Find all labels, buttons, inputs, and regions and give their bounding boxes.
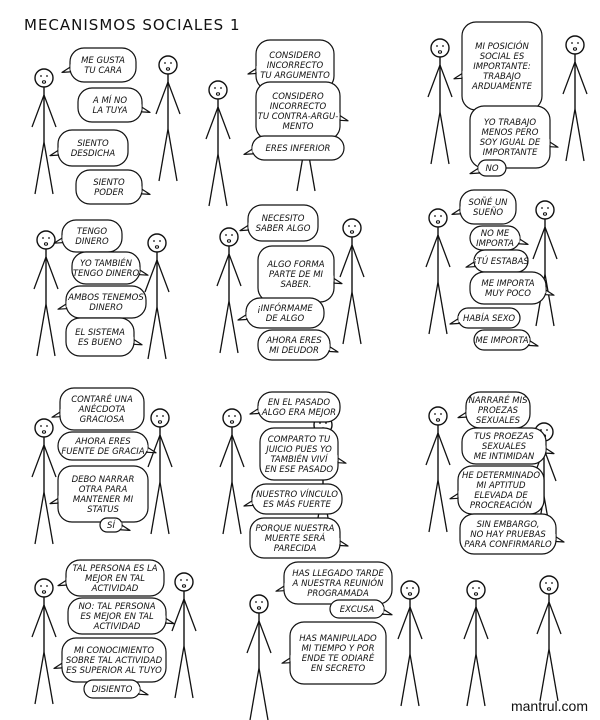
speech-bubble bbox=[240, 205, 318, 241]
bubble-text-line: HABÍA SEXO bbox=[462, 314, 516, 324]
speech-bubble bbox=[474, 330, 538, 350]
speech-bubble bbox=[276, 562, 392, 604]
bubble-text-line: AMBOS TENEMOS bbox=[68, 293, 144, 303]
bubble-text-line: IMPORTANTE bbox=[482, 148, 538, 158]
bubble-text-line: A MÍ NO bbox=[92, 96, 128, 106]
bubble-text-line: SOY IGUAL DE bbox=[479, 138, 541, 148]
speech-bubble bbox=[250, 518, 348, 558]
speech-bubble bbox=[52, 388, 144, 430]
bubble-text-line: NO HAY PRUEBAS bbox=[470, 530, 546, 540]
bubble-text-line: MENOS PERO bbox=[481, 128, 539, 138]
speech-bubble bbox=[458, 392, 530, 428]
stick-figure bbox=[217, 228, 241, 353]
bubble-text-line: PODER bbox=[94, 188, 124, 198]
bubble-text-line: SÍ bbox=[107, 521, 115, 531]
bubble-text-line: PARA CONFIRMARLO bbox=[464, 540, 552, 550]
stick-figure bbox=[34, 231, 58, 356]
bubble-text-line: ME INTIMIDAN bbox=[473, 452, 535, 462]
bubble-text-line: MI TIEMPO Y POR bbox=[301, 644, 375, 654]
bubble-text-line: PROGRAMADA bbox=[307, 589, 369, 599]
stick-figure bbox=[32, 579, 56, 704]
bubble-text-line: EN SECRETO bbox=[310, 664, 366, 674]
bubble-text-line: NO bbox=[485, 164, 499, 174]
bubble-text-line: PARECIDA bbox=[273, 544, 317, 554]
bubble-text-line: DISIENTO bbox=[91, 685, 133, 695]
bubble-text-line: TU CONTRA-ARGU- bbox=[257, 112, 339, 122]
site-credit: mantrul.com bbox=[510, 698, 588, 714]
speech-bubble bbox=[450, 466, 544, 514]
bubble-text-line: CONSIDERO bbox=[272, 92, 324, 102]
stick-figure bbox=[464, 581, 488, 706]
bubble-text-line: YO TRABAJO bbox=[483, 118, 537, 128]
stick-figure bbox=[398, 581, 422, 706]
bubble-text-line: ES MÁS FUERTE bbox=[263, 500, 331, 510]
bubble-text-line: NUESTRO VÍNCULO bbox=[256, 490, 338, 500]
bubble-text-line: MI APTITUD bbox=[476, 481, 526, 491]
bubble-text-line: TU CARA bbox=[84, 66, 122, 76]
bubble-text-line: HAS MANIPULADO bbox=[299, 634, 377, 644]
bubble-text-line: DEBO NARRAR bbox=[71, 475, 135, 485]
speech-bubble bbox=[50, 130, 128, 166]
speech-bubble bbox=[282, 622, 386, 684]
bubble-text-line: SUEÑO bbox=[472, 208, 504, 218]
bubble-text-line: ERES INFERIOR bbox=[265, 144, 331, 154]
bubble-text-line: ES SUPERIOR AL TUYO bbox=[66, 666, 162, 676]
speech-bubble bbox=[50, 466, 148, 522]
bubble-text-line: TAL PERSONA ES LA bbox=[72, 564, 158, 574]
bubble-text-line: STATUS bbox=[87, 505, 119, 515]
bubble-text-line: YO TAMBIÉN bbox=[79, 259, 133, 269]
bubble-text-line: EN EL PASADO bbox=[267, 398, 331, 408]
speech-bubble bbox=[54, 220, 122, 252]
bubble-text-line: MI POSICIÓN bbox=[475, 42, 529, 52]
bubble-text-line: MI DEUDOR bbox=[269, 346, 319, 356]
bubble-text-line: NARRARÉ MIS bbox=[468, 396, 528, 406]
bubble-text-line: NECESITO bbox=[261, 214, 305, 224]
bubble-text-line: ME IMPORTA bbox=[475, 336, 529, 346]
bubble-text-line: ANÉCDOTA bbox=[78, 405, 126, 415]
bubble-text-line: INCORRECTO bbox=[269, 102, 327, 112]
bubble-text-line: PORQUE NUESTRA bbox=[255, 524, 335, 534]
bubble-text-line: ENDE TE ODIARÉ bbox=[301, 654, 375, 664]
bubble-text-line: INCORRECTO bbox=[266, 61, 324, 71]
bubble-text-line: CONSIDERO bbox=[269, 51, 321, 61]
bubble-text-line: TAMBIÉN VIVÍ bbox=[270, 455, 328, 465]
speech-bubble bbox=[470, 106, 558, 168]
bubble-text-line: TUS PROEZAS bbox=[474, 432, 534, 442]
bubble-text-line: SIENTO bbox=[77, 139, 109, 149]
bubble-text-line: PARTE DE MI bbox=[268, 270, 324, 280]
bubble-text-line: AHORA ERES bbox=[266, 336, 322, 346]
stick-figure bbox=[172, 573, 196, 698]
bubble-text-line: IMPORTANTE: bbox=[473, 62, 531, 72]
bubble-text-line: LA TUYA bbox=[92, 106, 128, 116]
bubble-text-line: FUENTE DE GRACIA bbox=[61, 447, 145, 457]
speech-bubble bbox=[260, 428, 346, 480]
bubble-text-line: ME IMPORTA bbox=[481, 279, 535, 289]
stick-figure bbox=[220, 409, 244, 534]
speech-bubble bbox=[238, 298, 324, 328]
bubble-text-line: ES BUENO bbox=[78, 338, 122, 348]
bubble-text-line: MANTENER MI bbox=[72, 495, 134, 505]
bubble-text-line: TENGO bbox=[76, 227, 108, 237]
stick-figure bbox=[247, 595, 271, 720]
bubble-text-line: IMPORTA bbox=[476, 239, 514, 249]
speech-bubble bbox=[466, 250, 529, 272]
bubble-text-line: ES MEJOR EN TAL bbox=[80, 612, 154, 622]
speech-bubble bbox=[450, 308, 520, 328]
stick-figure bbox=[206, 81, 230, 206]
bubble-text-line: ALGO FORMA bbox=[267, 260, 325, 270]
speech-bubble bbox=[452, 190, 516, 224]
stick-figure bbox=[156, 56, 180, 181]
bubble-text-line: MUERTE SERÁ bbox=[264, 534, 326, 544]
speech-bubble bbox=[460, 514, 564, 554]
speech-bubble bbox=[76, 170, 150, 204]
bubble-text-line: OTRA PARA bbox=[78, 485, 128, 495]
bubble-text-line: SABER. bbox=[280, 280, 312, 290]
bubble-text-line: JUICIO PUES YO bbox=[266, 445, 332, 455]
bubble-text-line: EL SISTEMA bbox=[75, 328, 125, 338]
bubble-text-line: COMPARTO TU bbox=[267, 435, 331, 445]
bubble-text-line: TENGO DINERO bbox=[72, 269, 140, 279]
bubble-text-line: DESDICHA bbox=[70, 149, 116, 159]
speech-bubble bbox=[470, 272, 554, 304]
bubble-text-line: MEJOR EN TAL bbox=[85, 574, 145, 584]
stick-figure bbox=[148, 409, 172, 534]
speech-bubble bbox=[256, 82, 348, 140]
bubble-text-line: TU ARGUMENTO bbox=[260, 71, 330, 81]
stick-figure bbox=[340, 219, 364, 344]
speech-bubble bbox=[58, 286, 146, 318]
bubble-text-line: ACTIVIDAD bbox=[93, 622, 141, 632]
bubble-text-line: EXCUSA bbox=[339, 605, 375, 615]
bubble-text-line: SIENTO bbox=[93, 178, 125, 188]
bubble-text-line: ACTIVIDAD bbox=[91, 584, 139, 594]
bubble-text-line: ALGO ERA MEJOR bbox=[261, 408, 337, 418]
stick-figure bbox=[145, 234, 169, 359]
bubble-text-line: EN ESE PASADO bbox=[264, 465, 334, 475]
speech-bubble bbox=[66, 318, 142, 356]
bubble-text-line: NO ME bbox=[480, 229, 510, 239]
bubble-text-line: SOBRE TAL ACTIVIDAD bbox=[65, 656, 163, 666]
bubble-text-line: MI CONOCIMIENTO bbox=[73, 646, 155, 656]
bubble-text-line: DINERO bbox=[75, 237, 109, 247]
speech-bubble bbox=[244, 484, 342, 514]
speech-bubble bbox=[72, 252, 148, 284]
bubble-text-line: HAS LLEGADO TARDE bbox=[292, 569, 384, 579]
speech-bubble bbox=[454, 22, 542, 110]
bubble-text-line: SOÑÉ UN bbox=[468, 198, 508, 208]
bubble-text-line: SEXUALES bbox=[475, 416, 521, 426]
bubble-text-line: PROCREACIÓN bbox=[469, 501, 533, 511]
speech-bubble bbox=[250, 392, 340, 422]
comic-title: MECANISMOS SOCIALES 1 bbox=[24, 16, 241, 34]
bubble-text-line: NO: TAL PERSONA bbox=[78, 602, 156, 612]
bubble-text-line: AHORA ERES bbox=[75, 437, 131, 447]
stick-figure bbox=[537, 576, 561, 701]
stick-figure bbox=[32, 69, 56, 194]
bubble-text-line: GRACIOSA bbox=[79, 415, 125, 425]
bubble-text-line: ELEVADA DE bbox=[474, 491, 528, 501]
speech-bubble bbox=[258, 330, 338, 360]
bubble-text-line: SOCIAL ES bbox=[479, 52, 525, 62]
speech-bubble bbox=[258, 246, 342, 302]
speech-bubble bbox=[244, 136, 344, 160]
speech-bubble bbox=[84, 680, 148, 698]
speech-bubble bbox=[470, 226, 528, 250]
stick-figure bbox=[563, 36, 587, 161]
bubble-text-line: HE DETERMINADO bbox=[461, 471, 541, 481]
bubble-text-line: PROEZAS bbox=[477, 406, 519, 416]
speech-bubble bbox=[62, 48, 136, 82]
speech-bubble bbox=[54, 638, 166, 682]
speech-bubble bbox=[58, 560, 164, 596]
bubble-text-line: MENTO bbox=[282, 122, 314, 132]
bubble-text-line: ¡INFÓRMAME bbox=[257, 304, 313, 314]
bubble-text-line: ME GUSTA bbox=[81, 56, 125, 66]
stick-figure bbox=[32, 419, 56, 544]
stick-figure bbox=[428, 39, 452, 164]
bubble-text-line: CONTARÉ UNA bbox=[71, 395, 133, 405]
stick-figure bbox=[533, 201, 557, 326]
speech-bubble bbox=[58, 432, 156, 460]
speech-bubble bbox=[78, 88, 150, 122]
bubble-text-line: A NUESTRA REUNIÓN bbox=[292, 579, 384, 589]
speech-bubble bbox=[462, 428, 554, 464]
speech-bubble bbox=[68, 598, 174, 634]
bubble-text-line: SEXUALES bbox=[481, 442, 527, 452]
bubble-text-line: SIN EMBARGO, bbox=[476, 520, 540, 530]
bubble-text-line: TRABAJO bbox=[483, 72, 521, 82]
bubble-text-line: MUY POCO bbox=[485, 289, 531, 299]
bubble-text-line: DE ALGO bbox=[265, 314, 305, 324]
bubble-text-line: DINERO bbox=[89, 303, 123, 313]
stick-figure bbox=[426, 209, 450, 334]
bubble-text-line: ARDUAMENTE bbox=[472, 82, 532, 92]
bubble-text-line: SABER ALGO bbox=[255, 224, 311, 234]
bubble-text-line: ¡TÚ ESTABAS bbox=[473, 257, 529, 267]
stick-figure bbox=[426, 407, 450, 532]
